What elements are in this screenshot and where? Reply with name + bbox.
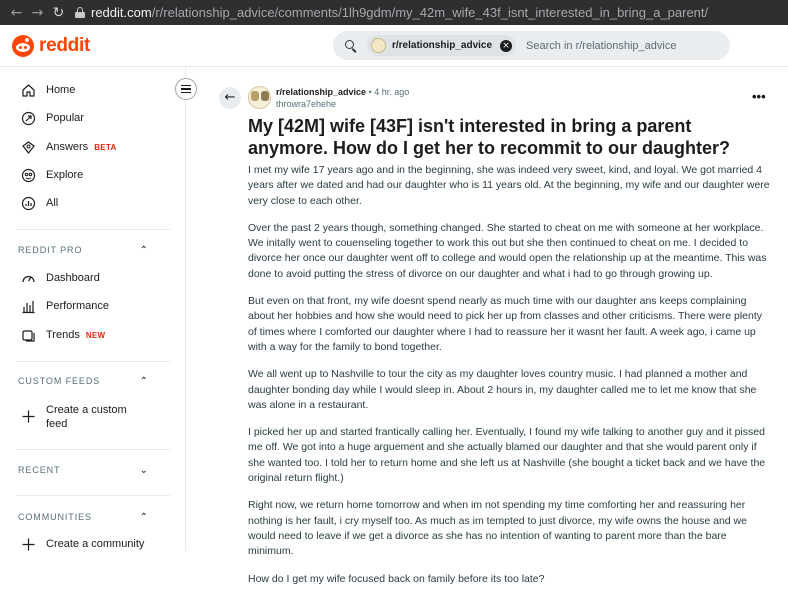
sidebar-item-label: Answers	[46, 141, 89, 153]
lock-icon	[75, 7, 85, 18]
plus-icon	[20, 536, 37, 553]
sidebar-item-home[interactable]	[20, 79, 75, 101]
post-paragraph: How do I get my wife focused back on family before its too late?	[248, 572, 545, 585]
create-community-button[interactable]	[20, 533, 144, 555]
sidebar-item-answers[interactable]	[20, 136, 117, 158]
reddit-logo[interactable]	[12, 35, 90, 57]
browser-toolbar	[0, 0, 788, 25]
section-title: RECENT	[18, 465, 61, 475]
all-icon	[20, 195, 37, 212]
sidebar-item-popular[interactable]	[20, 107, 84, 129]
section-reddit-pro[interactable]	[18, 243, 148, 257]
more-options-icon[interactable]: •••	[752, 89, 766, 104]
back-button[interactable]: ←	[219, 87, 241, 109]
subreddit-link[interactable]: r/relationship_advice	[276, 87, 367, 97]
answers-icon	[20, 139, 37, 156]
author-link[interactable]: throwra7ehehe	[276, 99, 337, 109]
sidebar-divider	[16, 449, 170, 450]
search-icon	[345, 40, 357, 52]
sidebar-item-label: Home	[46, 84, 76, 96]
reload-icon[interactable]: ↻	[52, 4, 65, 21]
sidebar-divider	[16, 361, 170, 362]
sidebar-item-label: All	[46, 197, 59, 209]
sidebar-item-explore[interactable]	[20, 164, 83, 186]
performance-icon	[20, 298, 37, 315]
search-input[interactable]: Search in r/relationship_advice	[526, 39, 677, 52]
left-sidebar	[0, 67, 186, 551]
dashboard-icon	[20, 270, 37, 287]
chevron-up-icon: ⌃	[139, 244, 148, 256]
sidebar-item-label: Explore	[46, 169, 84, 181]
reddit-snoo-icon	[12, 35, 34, 57]
popular-icon	[20, 110, 37, 127]
sidebar-item-dashboard[interactable]	[20, 267, 100, 289]
plus-icon	[20, 408, 37, 425]
sidebar-item-label: Popular	[46, 112, 84, 124]
chevron-down-icon: ⌄	[139, 464, 148, 476]
sidebar-divider	[16, 229, 170, 230]
post-paragraph: I picked her up and started frantically calling her. Eventually, I found my wife talking to another guy and it pissed me off. We got into a huge arguement and she actually blamed our daughter and that she would parent only if she wanted too. I told her to return home and she left us at Nashville (she bought a ticket back and we have the original return flight.)	[248, 426, 766, 485]
sidebar-item-all[interactable]	[20, 192, 58, 214]
post-meta: r/relationship_advice • 4 hr. ago	[276, 87, 410, 97]
sidebar-item-performance[interactable]	[20, 295, 109, 317]
new-badge: NEW	[85, 330, 106, 340]
trends-icon	[20, 327, 37, 344]
beta-badge: BETA	[94, 142, 117, 152]
forward-arrow-icon[interactable]: →	[31, 4, 44, 21]
post-paragraph: But even on that front, my wife doesnt spend nearly as much time with our daughter ans keeps complaining about her hobbies and how she would need to pick her up from classes and other criticisms. There were plenty of times where I comforted our daughter where I had to reassure her it wasnt her fault. A week ago, i came up with a way for the family to bond together.	[248, 295, 763, 353]
post-paragraph: Right now, we return home tomorrow and when im not spending my time comforting her and reassuring her nothing is her fault, i cry myself too. As much as im tempted to just divorce, my wife owns the house and we would need to leave if we get a divorce as she has no intention of wanting to parent more than the bare minimum.	[248, 499, 747, 558]
create-custom-feed-button[interactable]	[20, 403, 132, 433]
post-body	[248, 163, 770, 599]
site-header	[0, 25, 788, 67]
subreddit-avatar-icon	[371, 38, 386, 53]
section-communities[interactable]	[18, 510, 148, 524]
back-arrow-icon[interactable]: ←	[10, 4, 23, 21]
post-paragraph: We all went up to Nashville to tour the city as my daughter loves country music. I had planned a mother and daughter bonding day while I would sleep in. About 2 hours in, my daughter called me to let me know that she was alone in a restaurant.	[248, 368, 757, 411]
close-icon[interactable]: ×	[500, 40, 512, 52]
url-path: /r/relationship_advice/comments/1lh9gdm/my_42m_wife_43f_isnt_interested_in_bring_a_parent/	[151, 5, 709, 20]
section-title: CUSTOM FEEDS	[18, 376, 101, 386]
collapse-sidebar-button[interactable]	[175, 78, 197, 100]
sidebar-item-trends[interactable]	[20, 324, 105, 346]
subreddit-avatar-icon[interactable]	[248, 86, 271, 109]
address-bar[interactable]	[75, 3, 708, 22]
home-icon	[20, 82, 37, 99]
subreddit-filter-chip[interactable]	[367, 35, 516, 56]
logo-wordmark: reddit	[39, 34, 90, 56]
post-title: My [42M] wife [43F] isn't interested in bring a parent anymore. How do I get her to recommit to our daughter?	[248, 116, 731, 158]
section-title: REDDIT PRO	[18, 245, 83, 255]
chevron-up-icon: ⌃	[139, 511, 148, 523]
sidebar-item-label: Create a community	[46, 538, 145, 550]
search-bar[interactable]	[333, 31, 730, 60]
sidebar-item-label: Performance	[46, 300, 109, 312]
sidebar-divider	[16, 495, 170, 496]
sidebar-item-label: Trends	[46, 329, 80, 341]
sidebar-item-label: Create a custom feed	[46, 404, 127, 430]
section-title: COMMUNITIES	[18, 512, 92, 522]
post-time: 4 hr. ago	[374, 87, 410, 97]
explore-icon	[20, 167, 37, 184]
chevron-up-icon: ⌃	[139, 375, 148, 387]
chip-label: r/relationship_advice	[392, 40, 493, 51]
section-custom-feeds[interactable]	[18, 374, 148, 388]
post-paragraph: Over the past 2 years though, something changed. She started to cheat on me with someone at her workplace. We initally went to couenseling together to work this out but she then continued to cheat on me. I decided to divorce her once our daughter went off to college and would open the relationship up at the meantime. This was done to avoid putting the stress of divorce on our daughter and what i had to go through growing up.	[248, 221, 767, 280]
section-recent[interactable]	[18, 463, 148, 477]
post-paragraph: I met my wife 17 years ago and in the beginning, she was indeed very sweet, kind, and loyal. We got married 4 years after we dated and had our daughter who is 11 years old. At the beginning, my wife and our daughter were very close to each other.	[248, 164, 770, 207]
sidebar-item-label: Dashboard	[46, 272, 100, 284]
url-host: reddit.com	[91, 5, 152, 20]
